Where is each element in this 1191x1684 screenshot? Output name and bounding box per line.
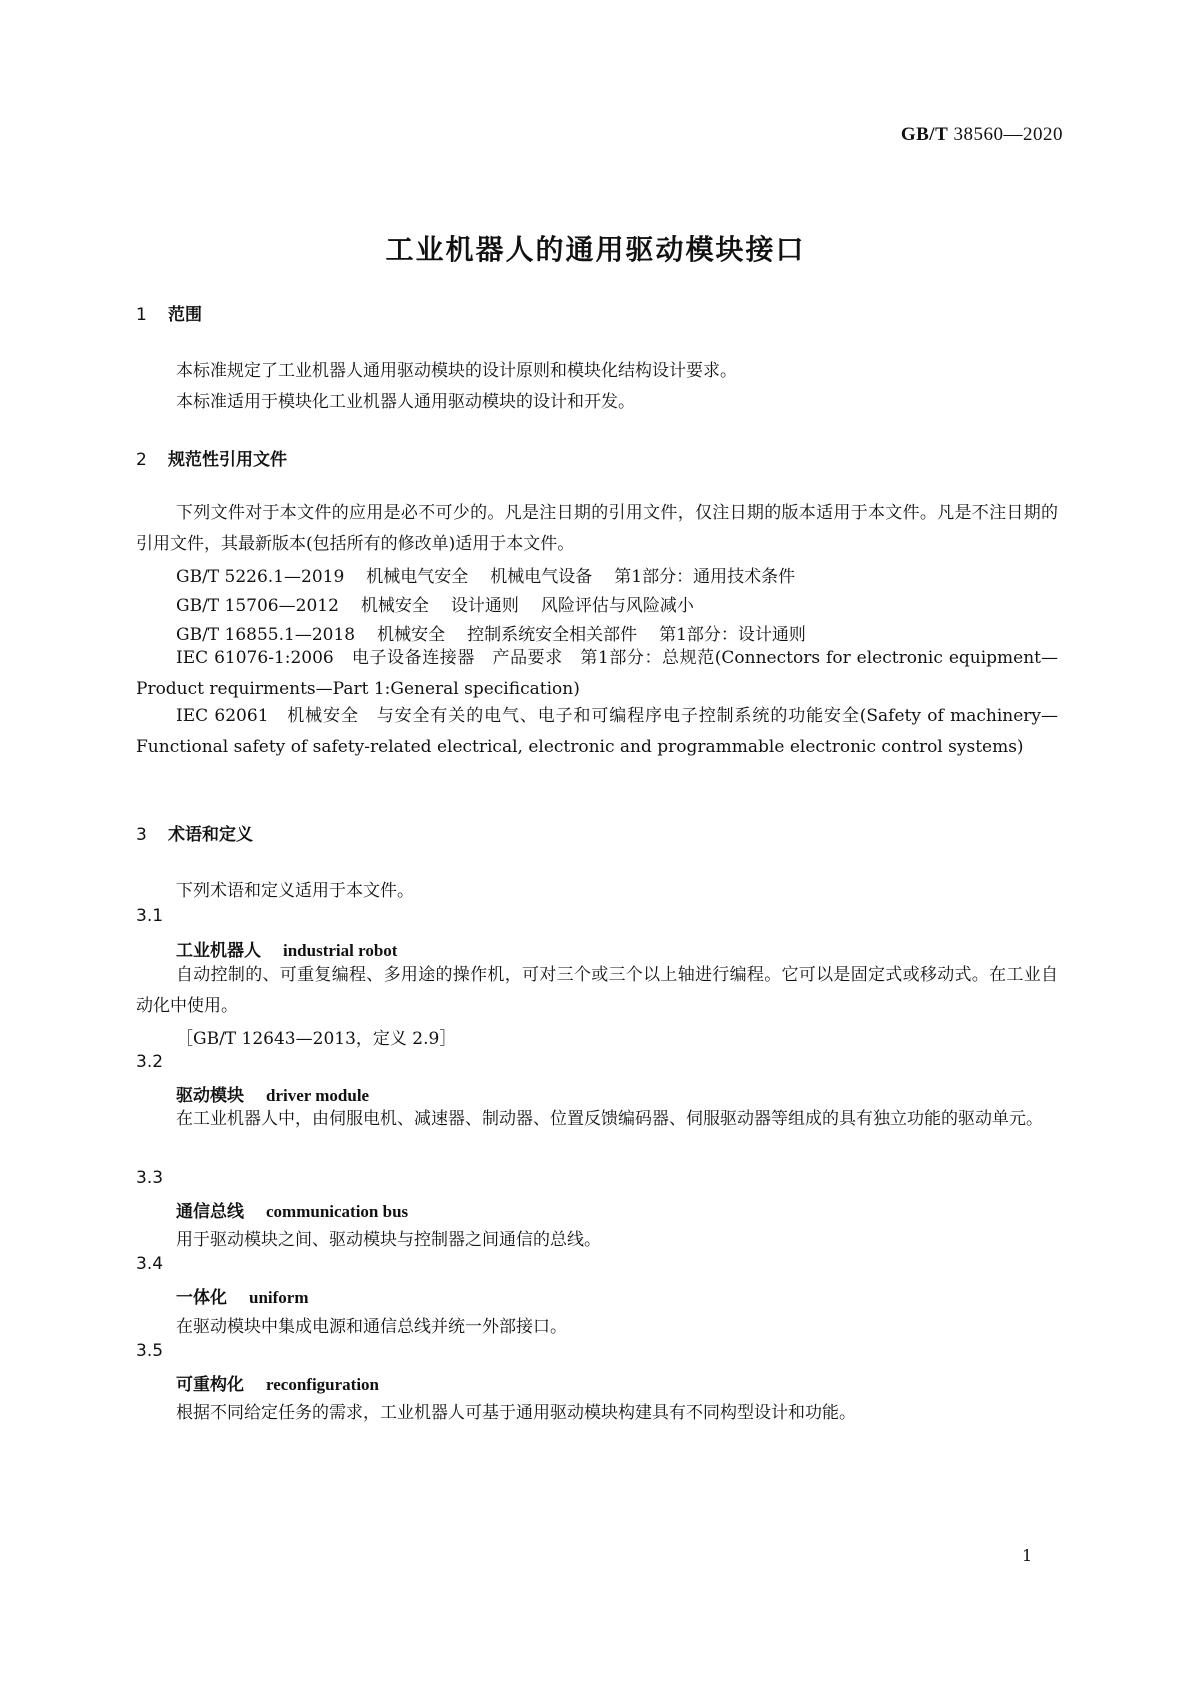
term-heading: 可重构化 reconfiguration [176,1375,380,1395]
section-3-intro: 下列术语和定义适用于本文件。 [176,881,414,901]
term-number: 3.4 [136,1254,164,1274]
reference-item: IEC 61076-1:2006 电子设备连接器 产品要求 第1部分：总规范(Connectors for electronic equipment—Product requirments—Part 1:General specification) [136,648,1058,699]
section-2-intro: 下列文件对于本文件的应用是必不可少的。凡是注日期的引用文件，仅注日期的版本适用于本文件。凡是不注日期的引用文件，其最新版本(包括所有的修改单)适用于本文件。 [136,503,1058,554]
term-heading: 一体化 uniform [176,1288,309,1308]
reference-item: GB/T 16855.1—2018 机械安全 控制系统安全相关部件 第1部分：设计通则 [176,625,806,645]
term-heading: 工业机器人 industrial robot [176,941,398,961]
term-number: 3.3 [136,1168,164,1188]
reference-item: GB/T 5226.1—2019 机械电气安全 机械电气设备 第1部分：通用技术条件 [176,567,796,587]
section-1-paragraph: 本标准规定了工业机器人通用驱动模块的设计原则和模块化结构设计要求。 [176,361,737,381]
term-number: 3.2 [136,1052,164,1072]
term-source: ［GB/T 12643—2013，定义 2.9］ [176,1029,457,1049]
term-number: 3.5 [136,1341,164,1361]
standard-number: GB/T 38560—2020 [900,124,1063,145]
section-1-paragraph: 本标准适用于模块化工业机器人通用驱动模块的设计和开发。 [176,392,635,412]
document-title: 工业机器人的通用驱动模块接口 [385,233,806,266]
page-number: 1 [1022,1546,1033,1565]
term-number: 3.1 [136,906,164,926]
term-definition: 根据不同给定任务的需求，工业机器人可基于通用驱动模块构建具有不同构型设计和功能。 [176,1403,856,1423]
section-3-heading: 3 术语和定义 [136,825,253,845]
term-heading: 驱动模块 driver module [176,1086,370,1106]
term-heading: 通信总线 communication bus [176,1202,409,1222]
reference-item: GB/T 15706—2012 机械安全 设计通则 风险评估与风险减小 [176,596,694,616]
term-definition: 用于驱动模块之间、驱动模块与控制器之间通信的总线。 [176,1230,601,1250]
term-definition: 自动控制的、可重复编程、多用途的操作机，可对三个或三个以上轴进行编程。它可以是固定式或移动式。在工业自动化中使用。 [136,965,1058,1016]
reference-item: IEC 62061 机械安全 与安全有关的电气、电子和可编程序电子控制系统的功能安全(Safety of machinery—Functional safety of safety-related electrical, electronic and programmable electronic control systems) [136,706,1058,757]
term-definition: 在驱动模块中集成电源和通信总线并统一外部接口。 [176,1317,567,1337]
term-definition: 在工业机器人中，由伺服电机、减速器、制动器、位置反馈编码器、伺服驱动器等组成的具有独立功能的驱动单元。 [176,1109,1043,1129]
section-1-heading: 1 范围 [136,305,202,325]
section-2-heading: 2 规范性引用文件 [136,450,287,470]
